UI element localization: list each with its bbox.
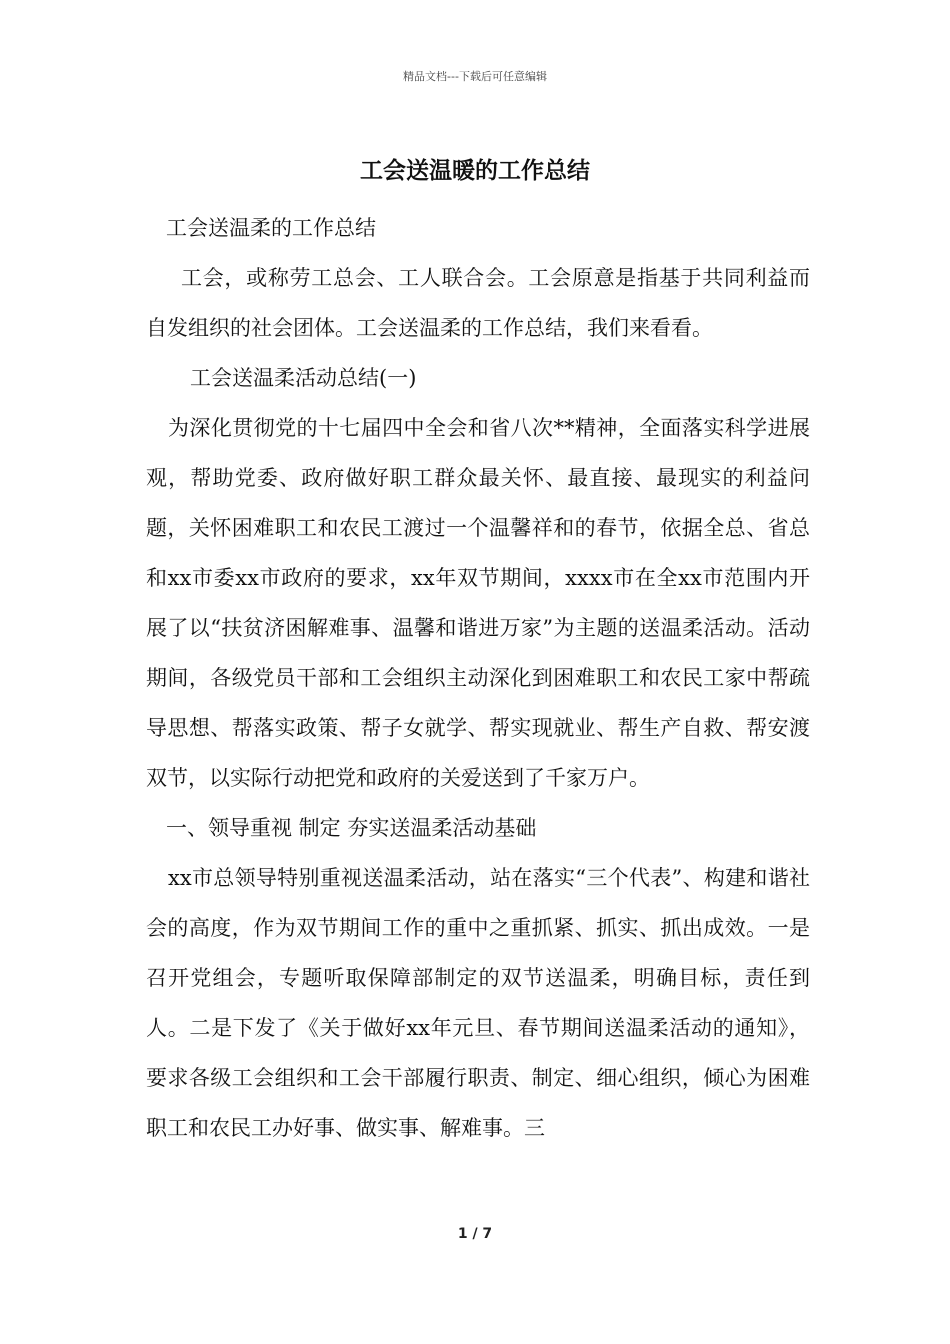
body-paragraph: xx市总领导特别重视送温柔活动，站在落实“三个代表”、构建和谐社会的高度，作为双节期间工作的重中之重抓紧、抓实、抓出成效。一是召开党组会，专题听取保障部制定的双节送温柔，明确目标，责任到人。二是下发了《关于做好xx年元旦、春节期间送温柔活动的通知》，要求各级工会组织和工会干部履行职责、制定、细心组织，倾心为困难职工和农民工办好事、做实事、解难事。三: [146, 866, 810, 1140]
body-paragraph: 为深化贯彻党的十七届四中全会和省八次**精神，全面落实科学进展观，帮助党委、政府做好职工群众最关怀、最直接、最现实的利益问题，关怀困难职工和农民工渡过一个温馨祥和的春节，依据全总、省总和xx市委xx市政府的要求，xx年双节期间，xxxx市在全xx市范围内开展了以“扶贫济困解难事、温馨和谐进万家”为主题的送温柔活动。活动期间，各级党员干部和工会组织主动深化到困难职工和农民工家中帮疏导思想、帮落实政策、帮子女就学、帮实现就业、帮生产自救、帮安渡双节，以实际行动把党和政府的关爱送到了千家万户。: [146, 416, 810, 790]
document-body: [146, 203, 810, 1153]
document-title: 工会送温暖的工作总结: [360, 157, 590, 184]
page-header-note: 精品文档---下载后可任意编辑: [403, 70, 547, 83]
page-number: 1 / 7: [457, 1226, 493, 1242]
summary-heading: 工会送温柔活动总结(一): [190, 366, 417, 390]
section-heading: 一、领导重视 制定 夯实送温柔活动基础: [166, 816, 537, 840]
intro-paragraph: 工会，或称劳工总会、工人联合会。工会原意是指基于共同利益而自发组织的社会团体。工会送温柔的工作总结，我们来看看。: [146, 266, 810, 340]
document-subtitle: 工会送温柔的工作总结: [166, 216, 376, 240]
